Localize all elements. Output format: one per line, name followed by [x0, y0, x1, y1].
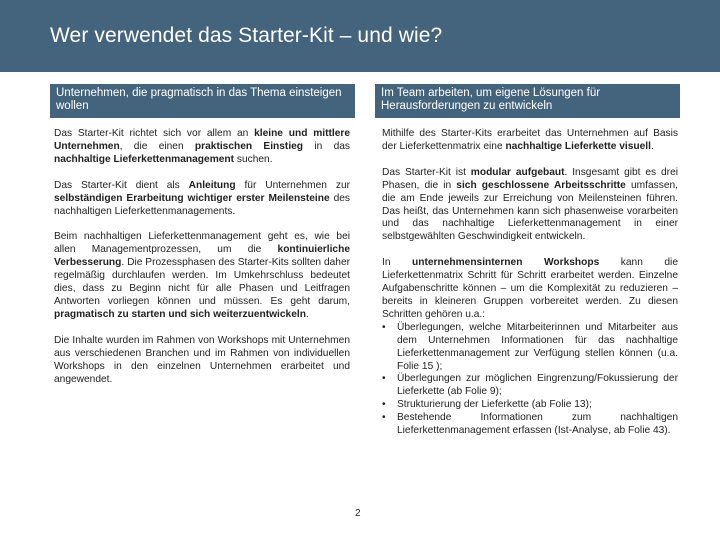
list-item: • Strukturierung der Lieferkette (ab Folie 13); [382, 399, 592, 411]
right-column-heading: Im Team arbeiten, um eigene Lösungen für Herausforderungen zu entwickeln [375, 84, 680, 118]
list-item: • Überlegungen zur möglichen Eingrenzung/Fokussierung der Lieferkette (ab Folie 9); [382, 373, 678, 398]
paragraph: Das Starter-Kit ist modular aufgebaut. Insgesamt gibt es drei Phasen, die in sich geschlossene Arbeitsschritte umfassen, die am Ende jeweils zur Erreichung von Meilensteinen führen. Das heißt, das Unternehmen kann sich phasenweise vorarbeiten und das nachhaltige Lieferkettenmanagement in einer selbstgewählten Geschwindigkeit entwickeln. [382, 166, 678, 243]
step-list [382, 322, 678, 438]
left-column-heading: Unternehmen, die pragmatisch in das Thema einsteigen wollen [50, 84, 355, 118]
page-title: Wer verwendet das Starter-Kit – und wie? [50, 24, 443, 47]
bullet-icon: • [382, 412, 386, 424]
paragraph: Das Starter-Kit richtet sich vor allem an kleine und mittlere Unternehmen, die einen praktischen Einstieg in das nachhaltige Lieferkettenmanagement suchen. [54, 128, 350, 165]
list-item: • Überlegungen, welche Mitarbeiterinnen und Mitarbeiter aus dem Unternehmen Informationen für das nachhaltige Lieferkettenmanagement zur Verfügung stellen können (u.a. Folie 15 ); [382, 321, 678, 372]
paragraph: In unternehmensinternen Workshops kann die Lieferkettenmatrix Schritt für Schritt erarbeitet werden. Einzelne Aufgabenschritte können – um die Komplexität zu reduzieren – bereits in kleineren Gruppen vorbereitet werden. Zu diesen Schritten gehören u.a.: [382, 257, 678, 320]
title-bar [0, 0, 720, 72]
list-item: • Bestehende Informationen zum nachhaltigen Lieferkettenmanagement erfassen (Ist-Analyse, ab Folie 43). [382, 412, 678, 437]
bullet-icon: • [382, 321, 386, 333]
page-number: 2 [355, 508, 361, 519]
right-column-body [382, 128, 678, 438]
paragraph: Beim nachhaltigen Lieferkettenmanagement geht es, wie bei allen Managementprozessen, um die kontinuierliche Verbesserung. Die Prozessphasen des Starter-Kits sollten daher regelmäßig durchlaufen werden. Im Umkehrschluss bedeutet dies, dass zu Beginn nicht für alle Phasen und Leitfragen Antworten vorliegen können und müssen. Es geht darum, pragmatisch zu starten und sich weiterzuentwickeln. [54, 231, 350, 320]
paragraph: Die Inhalte wurden im Rahmen von Workshops mit Unternehmen aus verschiedenen Branchen und im Rahmen von individuellen Workshops in den einzelnen Unternehmen erarbeitet und angewendet. [54, 334, 350, 385]
bullet-icon: • [382, 399, 386, 411]
left-column-body [54, 128, 350, 399]
bullet-icon: • [382, 373, 386, 385]
paragraph: Das Starter-Kit dient als Anleitung für Unternehmen zur selbständigen Erarbeitung wichtiger erster Meilensteine des nachhaltigen Lieferkettenmanagements. [54, 179, 351, 217]
paragraph: Mithilfe des Starter-Kits erarbeitet das Unternehmen auf Basis der Lieferkettenmatrix eine nachhaltige Lieferkette visuell. [382, 128, 678, 152]
